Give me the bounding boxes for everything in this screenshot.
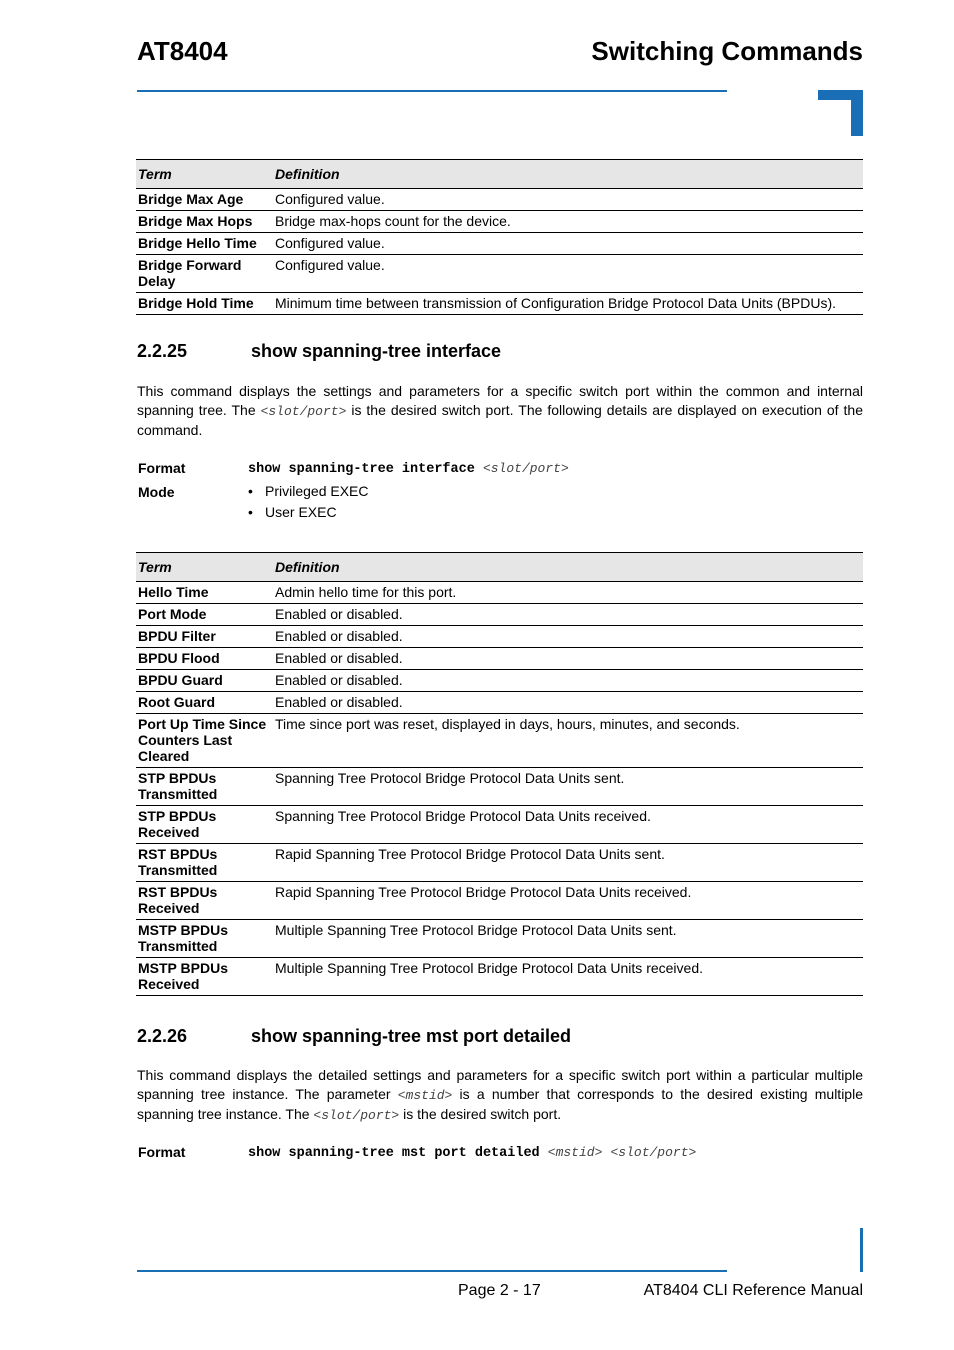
definition-cell: Spanning Tree Protocol Bridge Protocol Data Units received. [271, 806, 863, 844]
table-row [136, 958, 863, 996]
page-number: Page 2 - 17 [458, 1282, 541, 1299]
definition-cell: Multiple Spanning Tree Protocol Bridge Protocol Data Units sent. [271, 920, 863, 958]
table-row [136, 604, 863, 626]
table-row [136, 582, 863, 604]
header-rule [137, 90, 727, 92]
term-cell: Root Guard [136, 692, 271, 714]
table-row [136, 670, 863, 692]
definition-cell: Enabled or disabled. [271, 604, 863, 626]
definition-cell: Enabled or disabled. [271, 626, 863, 648]
section-description [137, 1066, 863, 1125]
mstid-param: <mstid> [397, 1088, 453, 1103]
definition-cell: Enabled or disabled. [271, 648, 863, 670]
description-text: is a number that corresponds to the desired existing multiple spanning tree instance. The [137, 1086, 863, 1122]
section-title: show spanning-tree mst port detailed [251, 1026, 572, 1046]
definition-cell: Time since port was reset, displayed in days, hours, minutes, and seconds. [271, 714, 863, 768]
command-arg: <slot/port> [482, 461, 569, 476]
mode-item: Privileged EXEC [265, 483, 369, 499]
definition-cell: Multiple Spanning Tree Protocol Bridge Protocol Data Units received. [271, 958, 863, 996]
term-cell: Bridge Hold Time [136, 293, 271, 315]
command-text: show spanning-tree mst port detailed [248, 1146, 540, 1161]
table-row [136, 920, 863, 958]
term-header: Term [136, 553, 271, 582]
definition-cell: Admin hello time for this port. [271, 582, 863, 604]
description-text: This command displays the detailed settings and parameters for a specific switch port within a particular multiple spanning tree instance. The parameter [137, 1067, 863, 1102]
term-header: Term [136, 160, 271, 189]
term-cell: BPDU Guard [136, 670, 271, 692]
section-heading-2-2-26 [137, 1026, 571, 1047]
definition-cell: Configured value. [271, 189, 863, 211]
table-header-row [136, 553, 863, 582]
term-cell: Hello Time [136, 582, 271, 604]
definition-cell: Configured value. [271, 255, 863, 293]
description-text: This command displays the settings and parameters for a specific switch port within the common and internal spanning tree. The [137, 383, 863, 418]
manual-title: AT8404 CLI Reference Manual [643, 1282, 863, 1299]
list-item [248, 502, 369, 523]
description-text: is the desired switch port. The following details are displayed on execution of the command. [137, 402, 863, 438]
bullet-icon: • [248, 483, 253, 499]
term-cell: Bridge Hello Time [136, 233, 271, 255]
command-text: show spanning-tree interface [248, 462, 475, 477]
bridge-terms-table [136, 159, 863, 315]
mode-label: Mode [138, 484, 175, 500]
format-label: Format [138, 460, 186, 476]
footer-mark [860, 1228, 863, 1272]
section-description [137, 382, 863, 440]
description-text: is the desired switch port. [399, 1106, 562, 1122]
term-cell: BPDU Filter [136, 626, 271, 648]
term-cell: Bridge Forward Delay [136, 255, 271, 293]
term-cell: Bridge Max Age [136, 189, 271, 211]
table-row [136, 714, 863, 768]
table-row [136, 648, 863, 670]
section-number: 2.2.25 [137, 341, 188, 361]
definition-cell: Bridge max-hops count for the device. [271, 211, 863, 233]
mode-list [248, 481, 369, 523]
table-row [136, 255, 863, 293]
header-chapter: Switching Commands [591, 36, 863, 66]
table-row [136, 211, 863, 233]
section-heading-2-2-25 [137, 341, 501, 362]
definition-cell: Enabled or disabled. [271, 692, 863, 714]
command-arg: <mstid> [547, 1145, 603, 1160]
term-cell: BPDU Flood [136, 648, 271, 670]
table-row [136, 293, 863, 315]
format-command [248, 1145, 696, 1161]
definition-header: Definition [271, 553, 863, 582]
slot-port-param: <slot/port> [313, 1108, 400, 1123]
table-row [136, 189, 863, 211]
definition-cell: Enabled or disabled. [271, 670, 863, 692]
interface-terms-table [136, 552, 863, 996]
term-cell: MSTP BPDUs Received [136, 958, 271, 996]
definition-cell: Rapid Spanning Tree Protocol Bridge Protocol Data Units received. [271, 882, 863, 920]
format-label: Format [138, 1144, 186, 1160]
slot-port-param: <slot/port> [260, 404, 347, 419]
term-cell: STP BPDUs Transmitted [136, 768, 271, 806]
table-row [136, 692, 863, 714]
term-cell: Bridge Max Hops [136, 211, 271, 233]
term-cell: RST BPDUs Transmitted [136, 844, 271, 882]
section-title: show spanning-tree interface [251, 341, 502, 361]
term-cell: MSTP BPDUs Transmitted [136, 920, 271, 958]
header-product: AT8404 [137, 36, 228, 66]
definition-cell: Configured value. [271, 233, 863, 255]
definition-cell: Rapid Spanning Tree Protocol Bridge Protocol Data Units sent. [271, 844, 863, 882]
definition-cell: Minimum time between transmission of Configuration Bridge Protocol Data Units (BPDUs). [271, 293, 863, 315]
format-command [248, 461, 569, 477]
table-header-row [136, 160, 863, 189]
table-row [136, 882, 863, 920]
corner-mark-vertical [851, 90, 863, 136]
footer-rule [137, 1270, 727, 1272]
term-cell: STP BPDUs Received [136, 806, 271, 844]
bullet-icon: • [248, 504, 253, 520]
term-cell: Port Mode [136, 604, 271, 626]
table-row [136, 626, 863, 648]
table-row [136, 768, 863, 806]
term-cell: Port Up Time Since Counters Last Cleared [136, 714, 271, 768]
table-row [136, 806, 863, 844]
mode-item: User EXEC [265, 504, 337, 520]
definition-header: Definition [271, 160, 863, 189]
table-row [136, 233, 863, 255]
section-number: 2.2.26 [137, 1026, 188, 1046]
list-item [248, 481, 369, 502]
definition-cell: Spanning Tree Protocol Bridge Protocol Data Units sent. [271, 768, 863, 806]
term-cell: RST BPDUs Received [136, 882, 271, 920]
table-row [136, 844, 863, 882]
command-arg: <slot/port> [610, 1145, 697, 1160]
